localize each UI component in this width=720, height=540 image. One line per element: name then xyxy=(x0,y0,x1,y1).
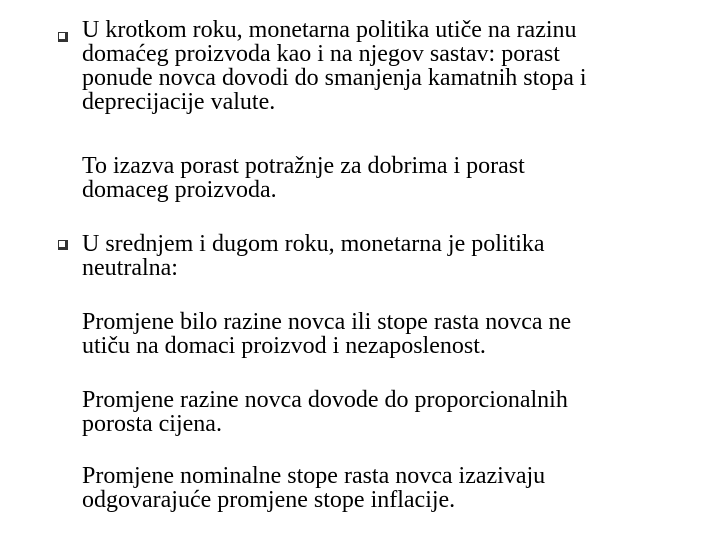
text-line: ponude novca dovodi do smanjenja kamatnih stopa i xyxy=(82,65,587,91)
text-line: Promjene nominalne stope rasta novca izazivaju xyxy=(82,463,546,489)
text-line: porosta cijena. xyxy=(82,411,222,437)
text-line: domaćeg proizvoda kao i na njegov sastav: porast xyxy=(82,41,560,67)
text-line: odgovarajuće promjene stope inflacije. xyxy=(82,487,456,513)
text-line: Promjene razine novca dovode do proporcionalnih xyxy=(82,387,568,413)
text-line: To izazva porast potražnje za dobrima i porast xyxy=(82,153,525,179)
sub-paragraph-inflation xyxy=(82,464,545,512)
text-line: Promjene bilo razine novca ili stope rasta novca ne xyxy=(82,309,572,335)
text-line: deprecijacije valute. xyxy=(82,89,276,115)
bullet-paragraph-short-run xyxy=(82,18,676,114)
square-bullet-icon xyxy=(58,32,68,42)
bullet-paragraph-long-run xyxy=(82,232,676,280)
text-line: U srednjem i dugom roku, monetarna je politika xyxy=(82,231,545,257)
text-line: U krotkom roku, monetarna politika utiče na razinu xyxy=(82,17,577,43)
text-line: utiču na domaci proizvod i nezaposlenost. xyxy=(82,333,486,359)
sub-paragraph-demand-increase xyxy=(82,154,525,202)
square-bullet-icon xyxy=(58,240,68,250)
sub-paragraph-proportional-prices xyxy=(82,388,568,436)
sub-paragraph-neutral-output xyxy=(82,310,571,358)
text-line: neutralna: xyxy=(82,255,178,281)
text-line: domaceg proizvoda. xyxy=(82,177,277,203)
